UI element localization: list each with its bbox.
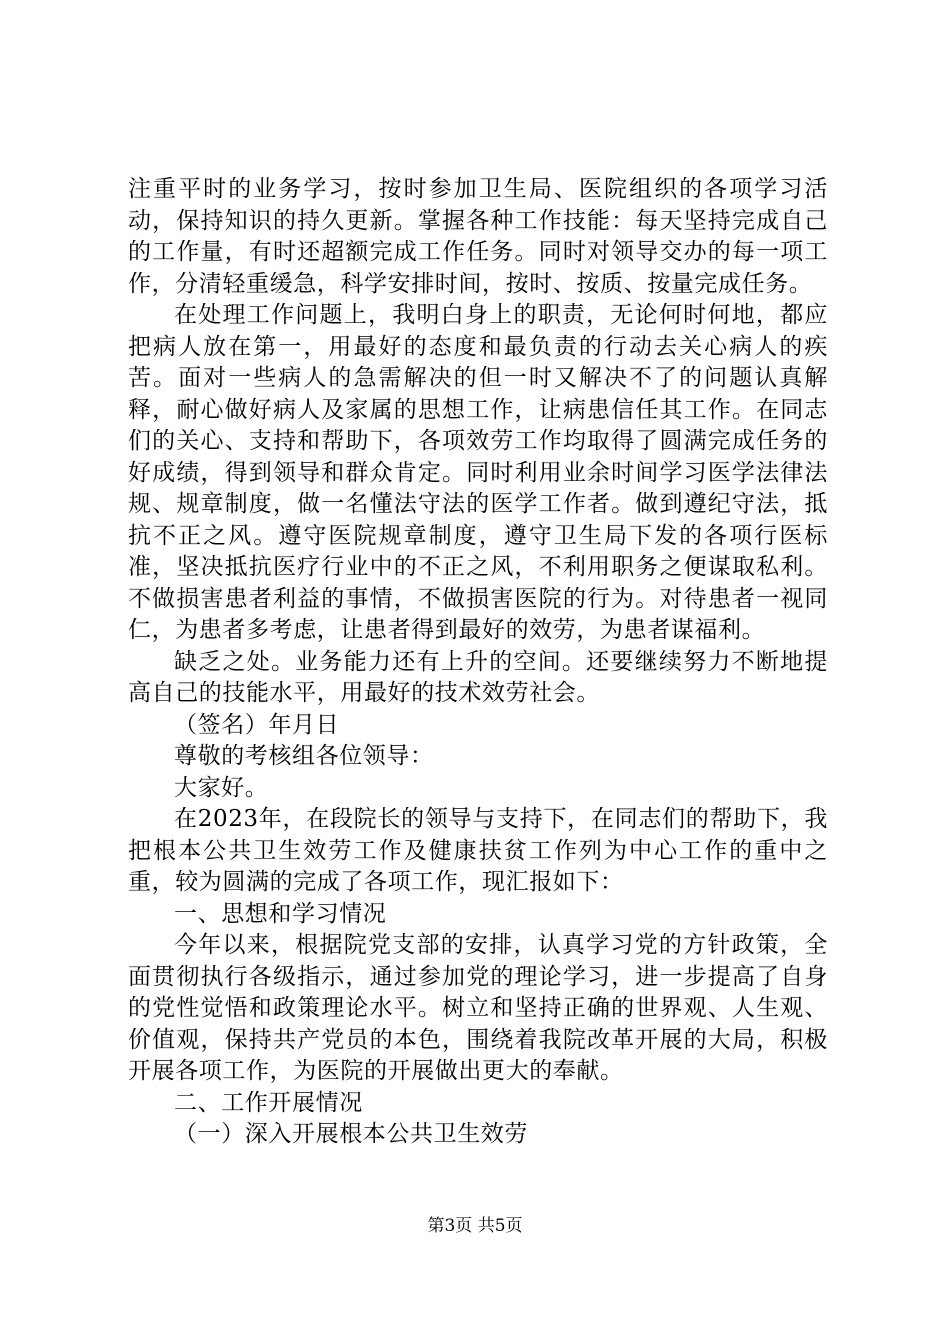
document-body bbox=[128, 174, 828, 1151]
paragraph-intro: 在2023年，在段院长的领导与支持下，在同志们的帮助下，我把根本公共卫生效劳工作及健康扶贫工作列为中心工作的重中之重，较为圆满的完成了各项工作，现汇报如下： bbox=[128, 806, 828, 895]
page-number: 第3页 共5页 bbox=[427, 1216, 523, 1236]
paragraph-continuation: 注重平时的业务学习，按时参加卫生局、医院组织的各项学习活动，保持知识的持久更新。掌握各种工作技能：每天坚持完成自己的工作量，有时还超额完成工作任务。同时对领导交办的每一项工作，分清轻重缓急，科学安排时间，按时、按质、按量完成任务。 bbox=[128, 176, 828, 297]
page-footer bbox=[0, 1215, 950, 1237]
paragraph-shortcomings: 缺乏之处。业务能力还有上升的空间。还要继续努力不断地提高自己的技能水平，用最好的技术效劳社会。 bbox=[128, 648, 828, 706]
signature-line: （签名）年月日 bbox=[174, 711, 340, 738]
paragraph-work-attitude: 在处理工作问题上，我明白身上的职责，无论何时何地，都应把病人放在第一，用最好的态度和最负责的行动去关心病人的疾苦。面对一些病人的急需解决的但一时又解决不了的问题认真解释，耐心做好病人及家属的思想工作，让病患信任其工作。在同志们的关心、支持和帮助下，各项效劳工作均取得了圆满完成任务的好成绩，得到领导和群众肯定。同时利用业余时间学习医学法律法规、规章制度，做一名懂法守法的医学工作者。做到遵纪守法，抵抗不正之风。遵守医院规章制度，遵守卫生局下发的各项行医标准，坚决抵抗医疗行业中的不正之风，不利用职务之便谋取私利。不做损害患者利益的事情，不做损害医院的行为。对待患者一视同仁，为患者多考虑，让患者得到最好的效劳，为患者谋福利。 bbox=[128, 302, 828, 643]
greeting: 大家好。 bbox=[174, 774, 269, 801]
paragraph-study: 今年以来，根据院党支部的安排，认真学习党的方针政策，全面贯彻执行各级指示，通过参加党的理论学习，进一步提高了自身的党性觉悟和政策理论水平。树立和坚持正确的世界观、人生观、价值观，保持共产党员的本色，围绕着我院改革开展的大局，积极开展各项工作，为医院的开展做出更大的奉献。 bbox=[128, 932, 828, 1084]
subsection-heading-1: （一）深入开展根本公共卫生效劳 bbox=[174, 1121, 528, 1147]
salutation: 尊敬的考核组各位领导： bbox=[174, 743, 434, 769]
section-heading-2: 二、工作开展情况 bbox=[174, 1089, 363, 1116]
section-heading-1: 一、思想和学习情况 bbox=[174, 900, 387, 927]
